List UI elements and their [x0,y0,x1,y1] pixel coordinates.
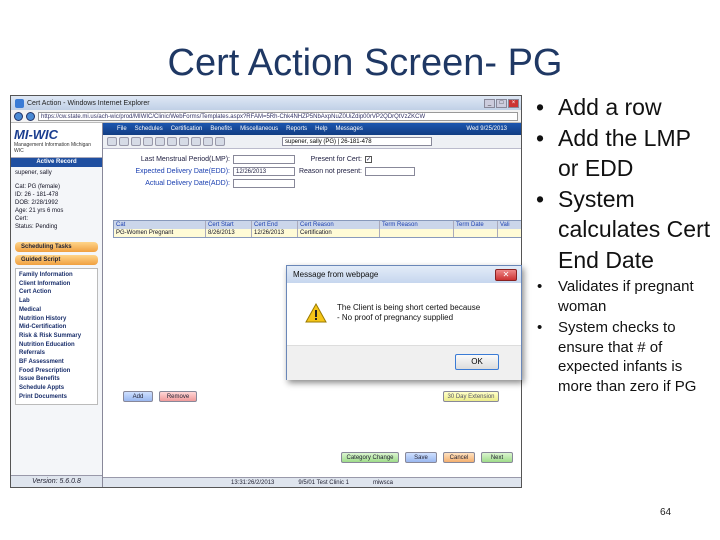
client-id: ID: 26 - 181-478 [15,192,59,198]
category-change-button[interactable]: Category Change [341,452,399,463]
ok-button[interactable]: OK [455,354,499,370]
grid-header [114,221,522,229]
nav-item[interactable]: Client Information [19,280,71,287]
add-button[interactable]: Add [123,391,153,402]
edd-label: Expected Delivery Date(EDD): [135,167,230,175]
menu-file[interactable]: File [117,126,127,132]
status-bar [103,477,521,487]
page-number: 64 [660,507,672,518]
edd-input[interactable]: 12/26/2013 [233,167,295,176]
cell-cert-start: 8/26/2013 [206,229,252,237]
toolbar-button[interactable] [203,137,213,146]
menu-help[interactable]: Help [315,126,328,132]
next-button[interactable]: Next [481,452,513,463]
status-time: 13:31:26/2/2013 [231,480,275,486]
url-input[interactable]: https://cw.state.mi.us/ach-wic/prod/MIWIC/Clinic/WebForms/Templates.aspx?RFAM=5Rh-Chk4NHZP5NbAxpNuZ0UiZdip00rVP2QDrQtVzZKCW [38,112,518,121]
slide-title: Cert Action Screen- PG [167,42,563,84]
nav-item[interactable]: Lab [19,298,30,305]
active-record [11,167,102,233]
window-title: Cert Action - Windows Internet Explorer [27,99,150,107]
guided-script-nav [15,268,98,405]
status-user: miwsca [372,480,393,486]
extension-button[interactable]: 30 Day Extension [443,391,499,402]
menu-benefits[interactable]: Benefits [210,126,233,132]
close-window-button[interactable]: × [508,99,519,108]
cell-vali [498,229,522,237]
col-cat[interactable]: Cat [114,221,206,229]
client-select[interactable]: supener, sally (PG) | 26-181-478 [282,137,432,146]
cancel-button[interactable]: Cancel [443,452,475,463]
warning-icon [305,303,327,323]
dialog-body [287,283,521,345]
lmp-label: Last Menstrual Period(LMP): [140,155,230,163]
col-cert-start[interactable]: Cert Start [206,221,252,229]
nav-item[interactable]: Food Prescription [19,367,71,374]
client-cert: Cert: [15,216,29,222]
nav-item[interactable]: Referrals [19,350,46,357]
reason-label: Reason not present: [298,167,362,175]
active-record-header: Active Record [11,158,102,167]
bullet-item: • Validates if pregnant woman [532,277,714,316]
current-date: Wed 9/25/2013 [466,126,507,132]
cell-term-reason [380,229,454,237]
window-title-bar [11,96,521,110]
cert-grid [113,220,522,238]
client-status: Status: Pending [15,224,58,230]
logo-name: MI-WIC [14,127,59,142]
col-cert-end[interactable]: Cert End [252,221,298,229]
toolbar-button[interactable] [215,137,225,146]
present-checkbox[interactable]: ✓ [366,156,372,163]
toolbar-button[interactable] [119,137,129,146]
nav-item[interactable]: Nutrition Education [19,341,75,348]
toolbar-button[interactable] [143,137,153,146]
cell-cert-end: 12/26/2013 [252,229,298,237]
menu-schedules[interactable]: Schedules [134,126,163,132]
nav-item[interactable]: Cert Action [19,289,52,296]
bullet-item: • System checks to ensure that # of expected infants is more than zero if PG [532,318,714,396]
client-dob: DOB: 2/28/1992 [15,200,59,206]
cell-term-date [454,229,498,237]
bullet-item: • System calculates Cert End Date [532,184,714,276]
col-vali[interactable]: Vali [498,221,522,229]
bullet-item: • Add the LMP or EDD [532,123,714,184]
nav-item[interactable]: BF Assessment [19,359,64,366]
minimize-button[interactable]: _ [484,99,495,108]
scheduling-tasks-button[interactable]: Scheduling Tasks [15,242,98,252]
toolbar-button[interactable] [191,137,201,146]
cert-form [113,153,521,189]
message-dialog [286,265,522,380]
toolbar-button[interactable] [179,137,189,146]
menu-messages[interactable]: Messages [335,126,363,132]
nav-item[interactable]: Schedule Appts [19,385,65,392]
table-row[interactable] [114,229,522,237]
maximize-button[interactable]: □ [496,99,507,108]
menu-certification[interactable]: Certification [170,126,203,132]
logo [11,123,102,158]
dialog-footer [287,345,521,380]
col-cert-reason[interactable]: Cert Reason [298,221,380,229]
save-button[interactable]: Save [405,452,437,463]
toolbar-button[interactable] [155,137,165,146]
nav-item[interactable]: Mid-Certification [19,324,67,331]
toolbar-button[interactable] [107,137,117,146]
add-input[interactable] [233,179,295,188]
client-name: supener, sally [15,170,52,176]
dialog-title-bar [287,266,521,283]
cell-cat: PG-Women Pregnant [114,229,206,237]
present-label: Present for Cert: [310,155,362,163]
nav-item[interactable]: Print Documents [19,393,68,400]
lmp-input[interactable] [233,155,295,164]
ie-icon [15,99,24,108]
dialog-message-line1: The Client is being short certed because [337,303,481,312]
nav-item[interactable]: Family Information [19,272,73,278]
toolbar-button[interactable] [167,137,177,146]
menu-miscellaneous[interactable]: Miscellaneous [240,126,279,132]
reason-select[interactable] [365,167,415,176]
logo-sub: Management Information Michigan WIC [14,142,91,154]
col-term-date[interactable]: Term Date [454,221,498,229]
nav-item[interactable]: Issue Benefits [19,376,60,383]
extension-buttons [443,391,499,402]
guided-script-button[interactable]: Guided Script [15,255,98,265]
back-icon[interactable] [14,112,23,121]
left-panel [11,123,103,487]
address-bar [11,110,521,123]
dialog-close-button[interactable]: ✕ [495,269,517,281]
dialog-title: Message from webpage [293,270,379,279]
action-buttons [341,452,513,463]
bullet-list [532,92,714,396]
col-term-reason[interactable]: Term Reason [380,221,454,229]
bullet-item: • Add a row [532,92,714,123]
version-label: Version: 5.6.0.8 [11,475,102,487]
nav-item[interactable]: Nutrition History [19,315,67,322]
grid-buttons [123,391,197,402]
add-label: Actual Delivery Date(ADD): [145,179,230,187]
status-clinic: 9/5/01 Test Clinic 1 [298,480,349,486]
menu-reports[interactable]: Reports [286,126,308,132]
forward-icon[interactable] [26,112,35,121]
remove-button[interactable]: Remove [159,391,197,402]
client-cat: Cat: PG (female) [15,184,61,190]
dialog-message-line2: - No proof of pregnancy supplied [337,313,454,322]
toolbar [103,135,521,149]
cell-cert-reason: Certification [298,229,380,237]
nav-item[interactable]: Medical [19,306,42,313]
client-age: Age: 21 yrs 6 mos [15,208,64,214]
toolbar-button[interactable] [131,137,141,146]
nav-item[interactable]: Risk & Risk Summary [19,332,82,339]
menu-bar [103,123,521,135]
